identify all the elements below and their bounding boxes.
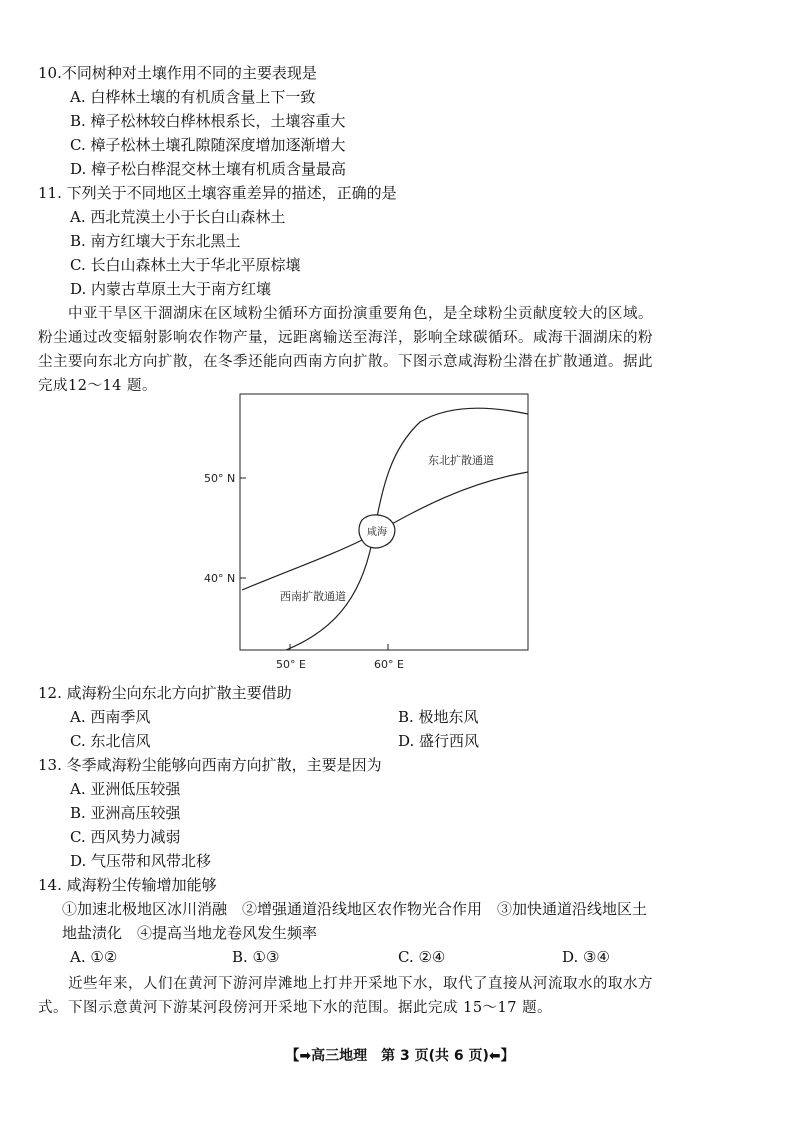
aral-sea-label: 咸海 — [367, 527, 387, 538]
lon-label-50e: 50° E — [276, 658, 306, 671]
passage-1-line-1-text: 中亚干旱区干涸湖床在区域粉尘循环方面扮演重要角色，是全球粉尘贡献度较大的区域。 — [68, 306, 653, 322]
passage-2-line-1-text: 近些年来，人们在黄河下游河岸滩地上打井开采地下水，取代了直接从河流取水的取水方 — [68, 976, 653, 992]
q12-option-d: D. 盛行西风 — [398, 732, 480, 750]
q11-option-d: D. 内蒙古草原土大于南方红壤 — [70, 280, 272, 298]
q11-stem: 11. 下列关于不同地区土壤容重差异的描述，正确的是 — [38, 184, 397, 202]
passage-1-line-2: 粉尘通过改变辐射影响农作物产量，远距离输送至海洋，影响全球碳循环。咸海干涸湖床的粉 — [38, 330, 653, 346]
passage-1-line-1 — [38, 302, 758, 326]
lon-label-60e: 60° E — [374, 658, 404, 671]
flow-line-south-north — [286, 408, 528, 650]
page-footer — [250, 1045, 550, 1065]
q14-stem: 14. 咸海粉尘传输增加能够 — [38, 876, 217, 894]
q12-stem: 12. 咸海粉尘向东北方向扩散主要借助 — [38, 684, 292, 702]
q13-option-a: A. 亚洲低压较强 — [70, 780, 181, 798]
q11-option-a: A. 西北荒漠土小于长白山森林土 — [70, 208, 286, 226]
q10-option-d: D. 樟子松白桦混交林土壤有机质含量最高 — [70, 160, 347, 178]
ne-channel-label: 东北扩散通道 — [428, 454, 494, 467]
passage-2 — [38, 972, 758, 1020]
q14-statements-line-2: 地盐渍化 ④提高当地龙卷风发生频率 — [62, 924, 318, 942]
q10-stem: 10.不同树种对土壤作用不同的主要表现是 — [38, 64, 317, 82]
q14-statements-line-1: ①加速北极地区冰川消融 ②增强通道沿线地区农作物光合作用 ③加快通道沿线地区土 — [62, 900, 648, 918]
q13-option-b: B. 亚洲高压较强 — [70, 804, 181, 822]
passage-2-line-2: 式。下图示意黄河下游某河段傍河开采地下水的范围。据此完成 15～17 题。 — [38, 1000, 553, 1016]
lat-label-50n: 50° N — [204, 472, 236, 485]
q14-option-d: D. ③④ — [562, 948, 610, 966]
passage-2-line-1 — [38, 972, 758, 996]
q13-option-c: C. 西风势力减弱 — [70, 828, 181, 846]
lat-label-40n: 40° N — [204, 572, 236, 585]
footer-text: 高三地理 第 3 页(共 6 页) — [311, 1048, 489, 1064]
q10-option-a: A. 白桦林土壤的有机质含量上下一致 — [70, 88, 316, 106]
q11-option-b: B. 南方红壤大于东北黑土 — [70, 232, 241, 250]
footer-right-arrow: ⬅】 — [488, 1048, 515, 1064]
sw-channel-label: 西南扩散通道 — [280, 590, 346, 603]
aral-sea-dust-map — [200, 392, 540, 674]
q12-option-c: C. 东北信风 — [70, 732, 151, 750]
q10-option-c: C. 樟子松林土壤孔隙随深度增加逐渐增大 — [70, 136, 346, 154]
q13-stem: 13. 冬季咸海粉尘能够向西南方向扩散，主要是因为 — [38, 756, 382, 774]
q13-option-d: D. 气压带和风带北移 — [70, 852, 212, 870]
q12-option-b: B. 极地东风 — [398, 708, 479, 726]
q11-option-c: C. 长白山森林土大于华北平原棕壤 — [70, 256, 301, 274]
q14-option-a: A. ①② — [70, 948, 118, 966]
passage-1-line-4: 完成12～14 题。 — [38, 378, 158, 394]
q10-option-b: B. 樟子松林较白桦林根系长，土壤容重大 — [70, 112, 346, 130]
footer-left-arrow: 【➡ — [285, 1048, 312, 1064]
q14-option-c: C. ②④ — [398, 948, 446, 966]
passage-1 — [38, 302, 758, 398]
passage-1-line-3: 尘主要向东北方向扩散，在冬季还能向西南方向扩散。下图示意咸海粉尘潜在扩散通道。据此 — [38, 354, 653, 370]
q12-option-a: A. 西南季风 — [70, 708, 151, 726]
q14-option-b: B. ①③ — [232, 948, 280, 966]
